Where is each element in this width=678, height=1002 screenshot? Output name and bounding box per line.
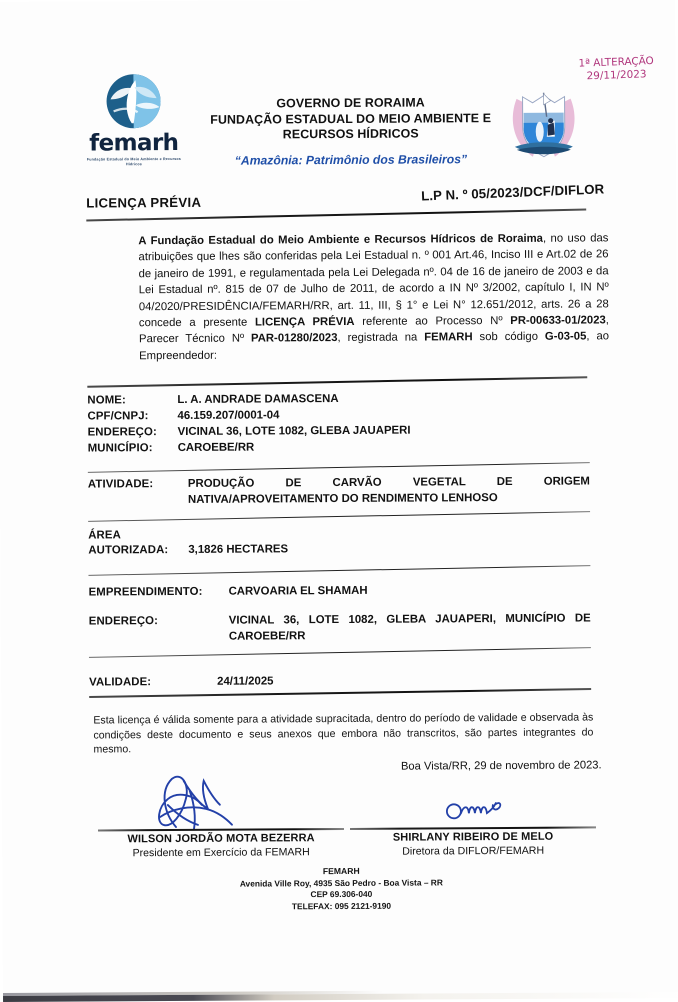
activity-value-line1: PRODUÇÃO DE CARVÃO VEGETAL DE ORIGEM <box>187 475 590 490</box>
enterprise-block <box>89 582 591 645</box>
alteration-stamp-date: 29/11/2023 <box>586 68 647 83</box>
signature-block-director <box>350 770 596 858</box>
director-role: Diretora da DIFLOR/FEMARH <box>402 844 545 858</box>
intro-tail: , ao Empreendedor: <box>139 330 610 363</box>
divider-intro <box>87 376 587 388</box>
activity-value-line2: NATIVA/APROVEITAMENTO DO RENDIMENTO LENHOSO <box>187 491 498 506</box>
intro-agency-name: A Fundação Estadual do Meio Ambiente e Recursos Hídricos de Roraima <box>138 232 543 248</box>
closing-paragraph: Esta licença é válida somente para a atividade supracitada, dentro do período de validade e observada às condições deste documento e seus anexos que embora não transcritos, são partes integrantes do mesmo. <box>93 711 594 756</box>
president-role: Presidente em Exercício da FEMARH <box>132 846 310 860</box>
femarh-logo-wordmark: femarh <box>89 129 179 157</box>
government-title <box>186 95 516 144</box>
area-block <box>88 525 590 558</box>
field-row-enterprise-address <box>89 611 591 645</box>
divider-activity <box>88 511 590 522</box>
intro-license-type: LICENÇA PRÉVIA <box>254 315 355 329</box>
municipio-label: MUNICÍPIO: <box>87 442 153 455</box>
slogan: “Amazônia: Patrimônio dos Brasileiros” <box>234 152 468 168</box>
activity-label: ATIVIDADE: <box>87 478 154 491</box>
nome-label: NOME: <box>87 394 126 407</box>
page-title: LICENÇA PRÉVIA <box>86 194 202 211</box>
empreendimento-label: EMPREENDIMENTO: <box>88 585 203 599</box>
identification-block <box>0 390 677 455</box>
license-number: L.P N. º 05/2023/DCF/DIFLOR <box>420 181 605 204</box>
endereco-value: VICINAL 36, LOTE 1082, GLEBA JAUAPERI <box>177 424 411 438</box>
enterprise-address-label: ENDEREÇO: <box>88 615 159 628</box>
area-label-line2: AUTORIZADA: <box>88 544 169 557</box>
president-name: WILSON JORDÃO MOTA BEZERRA <box>127 832 315 846</box>
divider-identification <box>88 462 590 473</box>
director-name: SHIRLANY RIBEIRO DE MELO <box>392 830 554 844</box>
document-header <box>0 50 676 174</box>
empreendimento-value: CARVOARIA EL SHAMAH <box>228 584 368 598</box>
signature-block-president <box>98 772 344 860</box>
municipio-value: CAROEBE/RR <box>177 441 255 454</box>
gov-line-1: GOVERNO DE RORAIMA <box>276 95 425 111</box>
validity-label: VALIDADE: <box>89 676 152 689</box>
femarh-logo <box>79 71 188 167</box>
technical-opinion-number: PAR-01280/2023 <box>250 332 338 345</box>
intro-process-prefix: referente ao Processo Nº <box>354 314 511 328</box>
footer-address: Avenida Ville Roy, 4935 São Pedro - Boa Vista – RR <box>239 876 443 889</box>
intro-registered: , registrada na <box>337 331 425 345</box>
alteration-stamp-label: 1ª ALTERAÇÃO <box>578 55 654 70</box>
field-row-empreendimento <box>89 582 591 600</box>
validity-value: 24/11/2025 <box>217 675 274 688</box>
roraima-coat-of-arms-icon <box>502 76 585 168</box>
signature-ink-president <box>98 768 344 832</box>
signature-area <box>2 770 678 860</box>
intro-opinion-prefix: , Parecer Técnico Nº <box>138 314 609 346</box>
divider-enterprise <box>89 647 591 658</box>
endereco-label: ENDEREÇO: <box>87 426 157 439</box>
nome-value: L. A. ANDRADE DAMASCENA <box>177 393 339 406</box>
field-row-endereco <box>88 422 588 440</box>
gov-line-3: RECURSOS HÍDRICOS <box>282 126 419 142</box>
validity-block <box>89 672 591 690</box>
signature-ink-director <box>350 766 596 830</box>
city-date: Boa Vista/RR, 29 de novembro de 2023. <box>400 759 602 773</box>
divider-area <box>88 565 590 576</box>
registration-code: G-03-05 <box>544 330 587 344</box>
field-row-nome <box>87 390 587 408</box>
femarh-logo-icon <box>101 71 165 135</box>
intro-agency-abbrev: FEMARH <box>424 331 473 344</box>
cnpj-label: CPF/CNPJ: <box>87 410 149 423</box>
document-footer <box>2 864 678 915</box>
footer-org: FEMARH <box>322 865 360 877</box>
process-number: PR-00633-01/2023 <box>510 314 606 327</box>
cnpj-value: 46.159.207/0001-04 <box>177 409 280 422</box>
legal-basis-paragraph <box>138 230 609 364</box>
area-value: 3,1826 HECTARES <box>188 543 289 556</box>
footer-telefax: TELEFAX: 095 2121-9190 <box>291 900 392 912</box>
intro-code-prefix: sob código <box>472 331 545 344</box>
alteration-stamp <box>560 54 673 84</box>
footer-cep: CEP 69.306-040 <box>310 888 373 900</box>
area-label-line1: ÁREA <box>88 529 121 542</box>
femarh-logo-subtitle: Fundação Estadual do Meio Ambiente e Recursos Hídricos <box>86 156 181 167</box>
enterprise-address-value: VICINAL 36, LOTE 1082, GLEBA JAUAPERI, MUNICÍPIO DE CAROEBE/RR <box>228 612 591 643</box>
gov-line-2: FUNDAÇÃO ESTADUAL DO MEIO AMBIENTE E <box>210 110 492 127</box>
activity-block <box>88 474 590 508</box>
intro-body: , no uso das atribuições que lhes são conferidas pela Lei Estadual n. º 001 Art.46, Inciso III e Art.02 de 26 de janeiro de 1991, e regulamentada pela Lei Delegada nº. 04 de 16 de janeiro de 2003 e da Lei Estadual nº. 815 de 07 de Julho de 2011, de acordo a IN Nº 3/2002, capítulo I, IN Nº 04/2020/PRESIDÊNCIA/FEMARH/RR, art. 11, III, § 1° e Lei N° 12.651/2012, arts. 26 a 28 concede a presente <box>138 232 609 330</box>
field-row-municipio <box>88 438 588 456</box>
field-row-cnpj <box>87 406 587 424</box>
